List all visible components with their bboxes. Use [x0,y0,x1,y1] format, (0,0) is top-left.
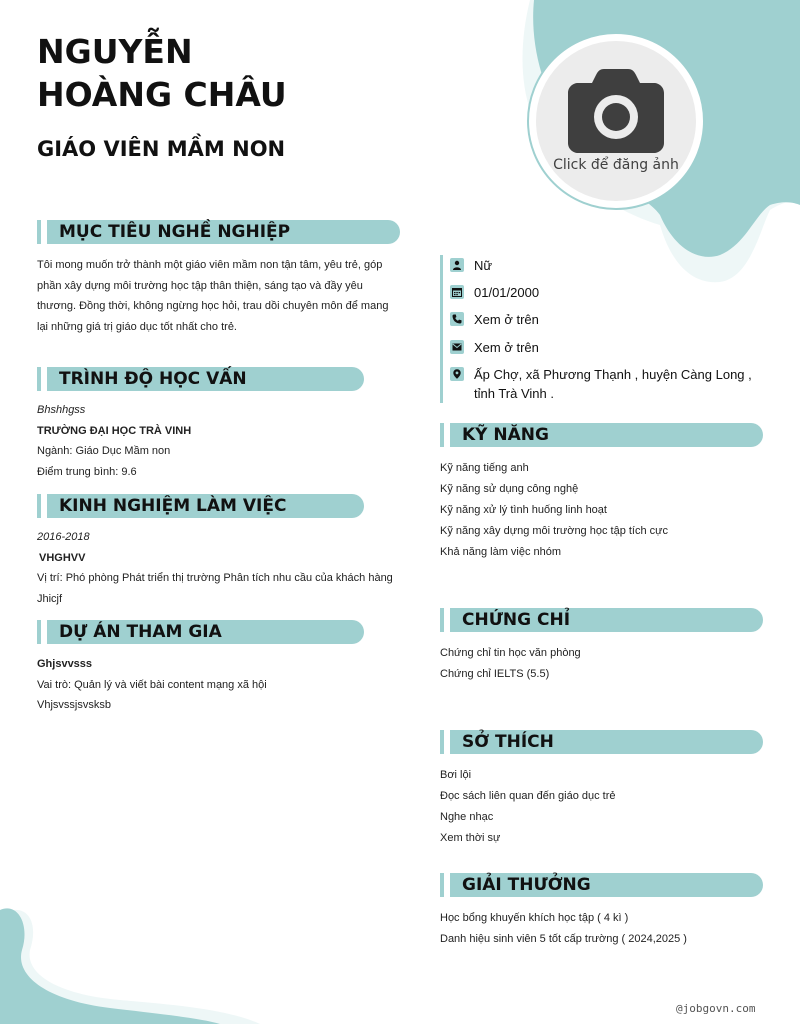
watermark: @jobgovn.com [676,1002,756,1015]
education-major: Ngành: Giáo Dục Mầm non [37,445,171,457]
education-block [37,400,407,482]
list-item: Kỹ năng xây dựng môi trường học tập tích cực [440,525,669,537]
section-education [37,367,364,391]
experience-position: Vị trí: Phó phòng Phát triển thị trường Phân tích nhu cầu của khách hàng [37,572,393,584]
section-skills-title: KỸ NĂNG [462,425,549,445]
photo-label: Click để đăng ảnh [553,157,679,173]
objective-line: phần xây dựng môi trường học tập thân thiện, sáng tạo và đầy yêu [37,279,363,292]
section-skills [440,423,763,447]
objective-line: Tôi mong muốn trở thành một giáo viên mầm non tận tâm, yêu trẻ, góp [37,259,383,271]
section-education-title: TRÌNH ĐỘ HỌC VẤN [59,369,247,389]
list-item: Nghe nhạc [440,811,494,823]
section-experience [37,494,364,518]
list-item: Học bổng khuyến khích học tập ( 4 kì ) [440,912,629,924]
contact-border [440,255,443,403]
project-note: Vhjsvssjsvsksb [37,699,111,711]
person-icon [450,258,464,272]
experience-company: VHGHVV [39,551,86,564]
list-item: Danh hiệu sinh viên 5 tốt cấp trường ( 2024,2025 ) [440,933,687,945]
awards-list [440,908,780,950]
list-item: Xem thời sự [440,832,501,844]
photo-upload[interactable] [527,32,705,210]
experience-period: 2016-2018 [37,531,90,543]
education-school: TRƯỜNG ĐẠI HỌC TRÀ VINH [37,424,192,437]
section-awards [440,873,763,897]
objective-line: thương. Đồng thời, không ngừng học hỏi, trau dồi chuyên môn để mang [37,300,389,312]
section-projects [37,620,364,644]
list-item: Kỹ năng sử dụng công nghệ [440,483,579,495]
location-icon [450,367,464,381]
section-certificates [440,608,763,632]
list-item: Đọc sách liên quan đến giáo dục trẻ [440,790,616,802]
section-projects-title: DỰ ÁN THAM GIA [59,622,222,642]
birthday-value: 01/01/2000 [474,285,540,300]
hobbies-list [440,765,780,849]
contact-birthday [450,283,774,302]
skills-list [440,458,780,563]
education-period: Bhshhgss [37,404,86,416]
contact-phone [450,310,774,329]
section-awards-title: GIẢI THƯỞNG [462,875,591,895]
email-value: Xem ở trên [474,340,539,355]
section-hobbies [440,730,763,754]
education-gpa: Điểm trung bình: 9.6 [37,465,137,478]
experience-block [37,527,407,609]
contact-email [450,338,774,357]
list-item: Chứng chỉ IELTS (5.5) [440,668,550,680]
camera-icon [568,69,664,153]
candidate-name: NGUYỄN HOÀNG CHÂU [37,32,287,114]
contact-address [450,365,774,403]
section-certificates-title: CHỨNG CHỈ [462,610,571,630]
list-item: Khả năng làm việc nhóm [440,546,562,558]
objective-text [37,255,407,337]
project-role: Vai trò: Quản lý và viết bài content mạng xã hội [37,678,267,691]
contact-gender [450,256,774,275]
calendar-icon [450,285,464,299]
gender-value: Nữ [474,258,493,273]
section-objective [37,220,400,244]
phone-value: Xem ở trên [474,312,539,327]
section-objective-title: MỤC TIÊU NGHỀ NGHIỆP [59,222,291,242]
project-name: Ghjsvvsss [37,658,93,670]
phone-icon [450,312,464,326]
certificates-list [440,643,780,685]
list-item: Bơi lội [440,769,472,781]
mail-icon [450,340,464,354]
section-experience-title: KINH NGHIỆM LÀM VIỆC [59,496,287,516]
section-hobbies-title: SỞ THÍCH [462,732,554,752]
photo-placeholder[interactable] [536,41,696,201]
list-item: Kỹ năng xử lý tình huống linh hoạt [440,504,607,516]
job-title: GIÁO VIÊN MẦM NON [37,137,286,161]
decorative-blob-bottom [0,900,290,1024]
objective-line: lại những giá trị giáo dục tốt nhất cho trẻ. [37,320,237,333]
list-item: Kỹ năng tiếng anh [440,462,529,474]
experience-note: Jhicjf [37,592,63,605]
projects-block [37,654,407,716]
address-value: Ấp Chợ, xã Phương Thạnh , huyện Càng Long , tỉnh Trà Vinh . [474,367,752,401]
list-item: Chứng chỉ tin học văn phòng [440,647,581,659]
